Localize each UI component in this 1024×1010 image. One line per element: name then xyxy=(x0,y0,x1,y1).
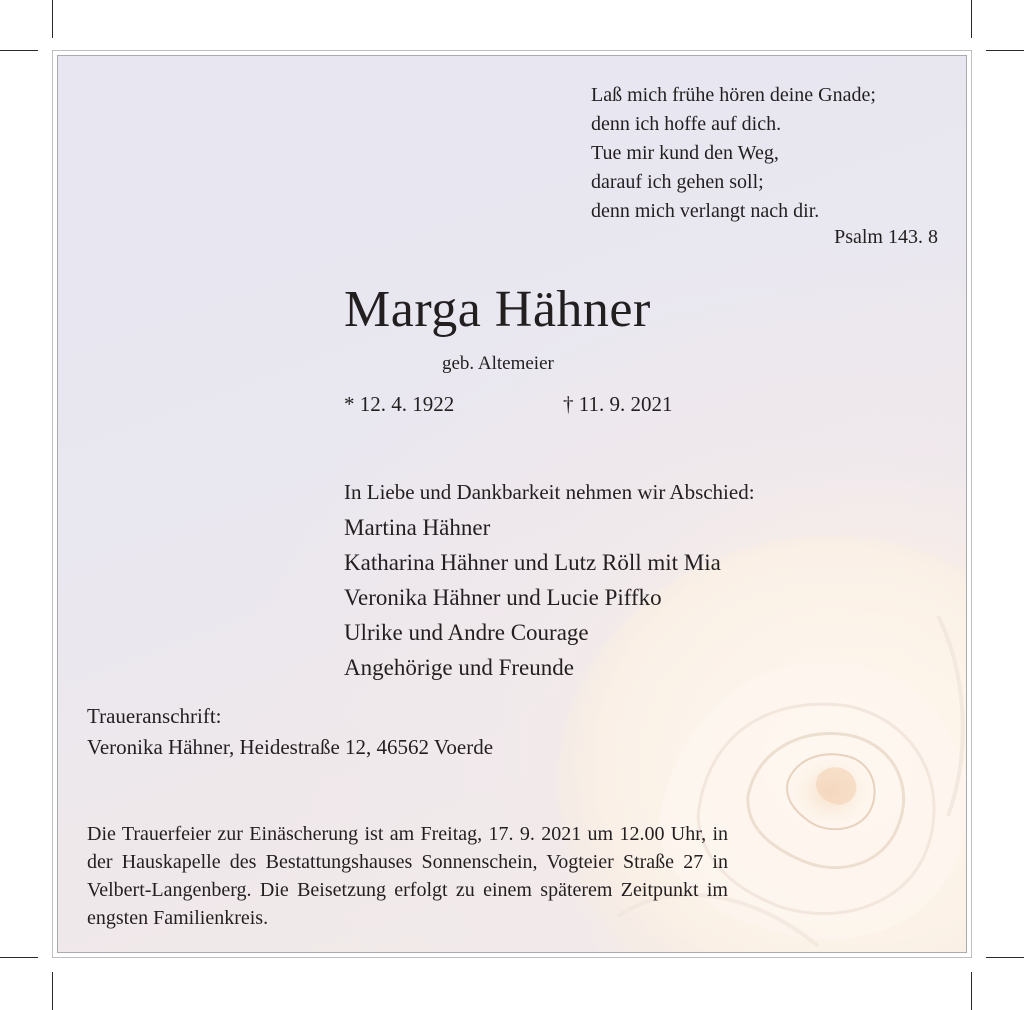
psalm-line: darauf ich gehen soll; xyxy=(591,171,764,193)
obituary-card xyxy=(57,55,967,953)
crop-mark xyxy=(986,957,1024,958)
mourner-name: Veronika Hähner und Lucie Piffko xyxy=(344,585,662,610)
crop-mark xyxy=(971,0,972,38)
psalm-line: Laß mich frühe hören deine Gnade; xyxy=(591,84,876,106)
crop-mark xyxy=(971,972,972,1010)
mourning-address: Veronika Hähner, Heidestraße 12, 46562 Voerde xyxy=(87,735,494,759)
birth-date: * 12. 4. 1922 xyxy=(344,392,455,416)
crop-mark xyxy=(986,50,1024,51)
death-date: † 11. 9. 2021 xyxy=(563,392,673,416)
funeral-service-notice: Die Trauerfeier zur Einäscherung ist am Freitag, 17. 9. 2021 um 12.00 Uhr, in der Hauskapelle des Bestattungshauses Sonnenschein, Vogteier Straße 27 in Velbert-Langenberg. Die Beisetzung erfolgt zu einem späterem Zeitpunkt im engsten Familienkreis. xyxy=(87,823,728,929)
mourner-name: Katharina Hähner und Lutz Röll mit Mia xyxy=(344,550,721,575)
crop-mark xyxy=(52,972,53,1010)
psalm-line: denn ich hoffe auf dich. xyxy=(591,113,782,135)
mourners-list xyxy=(344,510,721,685)
mourner-name: Angehörige und Freunde xyxy=(344,655,574,680)
psalm-verse xyxy=(591,81,876,226)
crop-mark xyxy=(0,957,38,958)
farewell-intro: In Liebe und Dankbarkeit nehmen wir Abschied: xyxy=(344,480,755,504)
psalm-line: denn mich verlangt nach dir. xyxy=(591,200,820,222)
mourner-name: Martina Hähner xyxy=(344,515,491,540)
crop-mark xyxy=(52,0,53,38)
maiden-name: geb. Altemeier xyxy=(442,353,554,374)
psalm-line: Tue mir kund den Weg, xyxy=(591,142,779,164)
mourner-name: Ulrike und Andre Courage xyxy=(344,620,589,645)
psalm-reference: Psalm 143. 8 xyxy=(834,226,938,248)
deceased-name: Marga Hähner xyxy=(344,281,651,338)
crop-mark xyxy=(0,50,38,51)
mourning-address-label: Traueranschrift: xyxy=(87,704,222,728)
